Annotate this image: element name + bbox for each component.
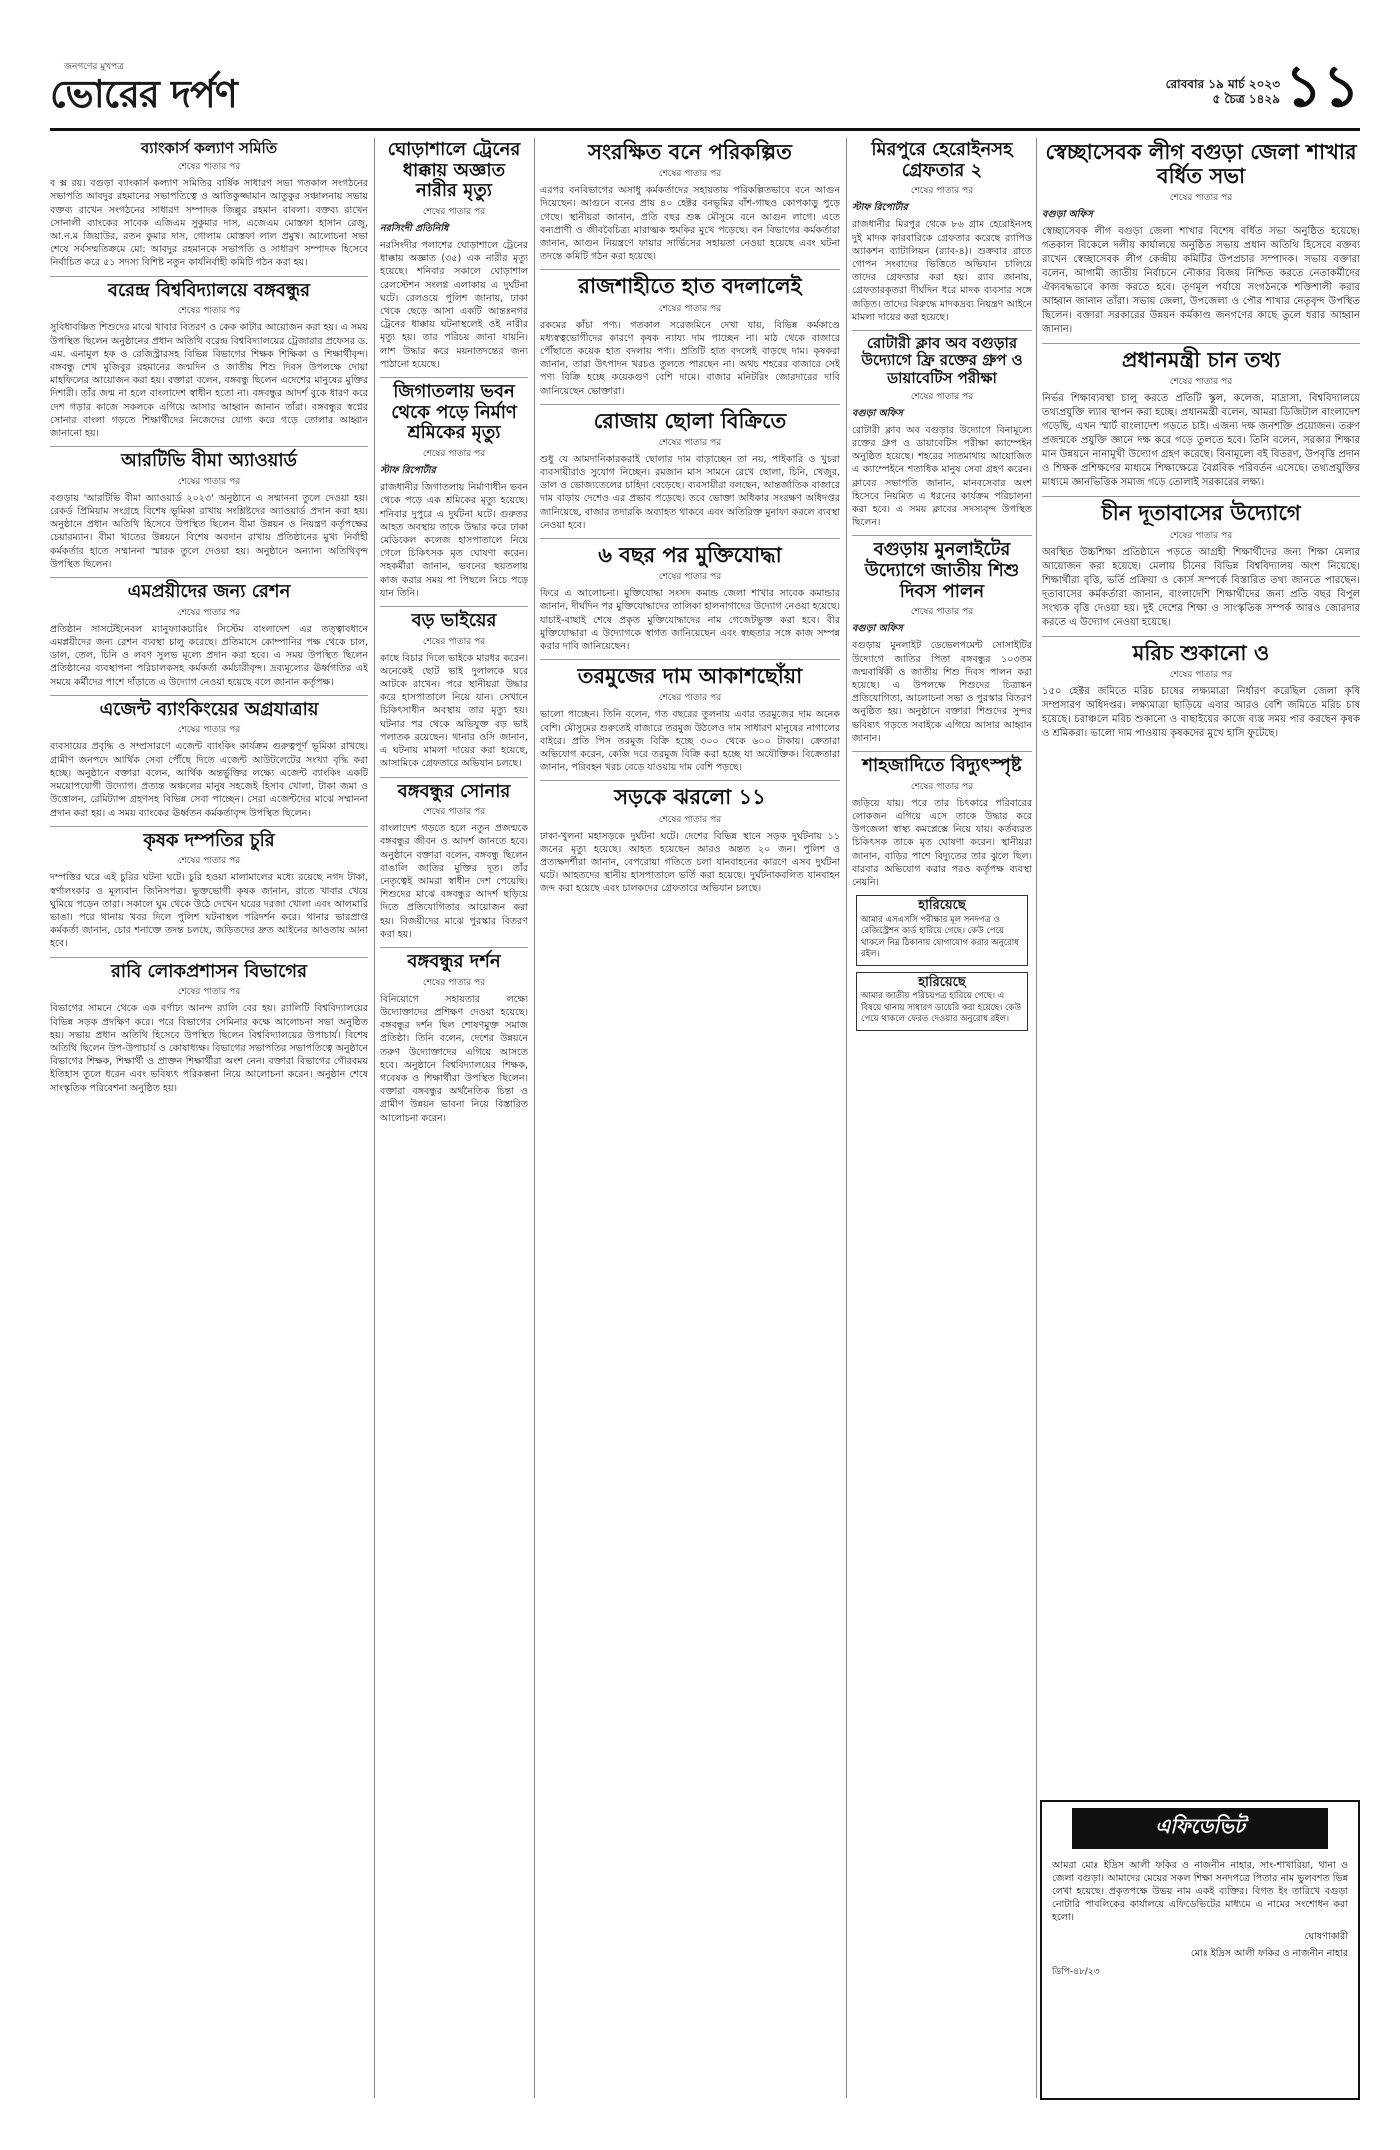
- notice-text: আমার এসএসসি পরীক্ষার মূল সনদপত্র ও রেজিস্ট্রেশন কার্ড হারিয়ে গেছে। কেউ পেয়ে থাকলে নিম্ন ঠিকানায় যোগাযোগ করার অনুরোধ রইল।: [861, 914, 1020, 960]
- notice-text: আমার জাতীয় পরিচয়পত্র হারিয়ে গেছে। এ বিষয়ে থানায় সাধারণ ডায়েরি করা হয়েছে। কেউ পেয়ে থাকলে ফেরত দেওয়ার অনুরোধ রইল।: [861, 991, 1021, 1025]
- article: [852, 540, 1032, 745]
- article-headline: এমপ্রয়ীদের জন্য রেশন: [127, 581, 291, 603]
- article: [380, 782, 528, 942]
- article-byline: নরসিংদী প্রতিনিধি: [380, 223, 449, 235]
- continued-label: শেষের পাতার পর: [177, 987, 241, 998]
- continued-label: শেষের পাতার পর: [1169, 377, 1233, 388]
- affidavit-text: আমরা মোঃ ইদ্রিস আলী ফকির ও নাজনীন নাহার, সাং-শাখারিয়া, থানা ও জেলা বগুড়া। আমাদের মেয়ের সকল শিক্ষা সনদপত্রে পিতার নাম ভুলবশত ভিন্ন লেখা হয়েছে। প্রকৃতপক্ষে উভয় নাম একই ব্যক্তির। বিগত ইং তারিখে বগুড়া নোটারি পাবলিকের কার্যালয়ে এফিডেভিটের মাধ্যমে এ নামের সংশোধন করা হলো।: [1052, 1860, 1348, 1923]
- article-body: বগুড়ায় 'আরটিভি বীমা অ্যাওয়ার্ড ২০২৩' অনুষ্ঠানে এ সম্মাননা তুলে দেওয়া হয়। রেকর্ড প্রিমিয়াম সংগ্রহে বিশেষ ভূমিকা রাখায় সংশ্লিষ্টদের অ্যাওয়ার্ড প্রদান করা হয়। অনুষ্ঠানে প্রধান অতিথি হিসেবে উপস্থিত ছিলেন বীমা উন্নয়ন ও নিয়ন্ত্রণ কর্তৃপক্ষের চেয়ারম্যান। বীমা খাতের উন্নয়নে বিশেষ অবদান রাখায় প্রতিষ্ঠানের মুখ্য নির্বাহী কর্মকর্তার হাতে সম্মাননা স্মারক তুলে দেওয়া হয়। অনুষ্ঠানে অন্যান্য অতিথিবৃন্দ উপস্থিত ছিলেন।: [50, 492, 368, 570]
- article-headline: রোটারী ক্লাব অব বগুড়ার উদ্যোগে ফ্রি রক্তের গ্রুপ ও ডায়াবেটিস পরীক্ষা: [861, 334, 1023, 387]
- article-headline: জিগাতলায় ভবন থেকে পড়ে নির্মাণ শ্রমিকের মৃত্যু: [391, 381, 517, 444]
- article-headline: বরেন্দ্র বিশ্ববিদ্যালয়ে বঙ্গবন্ধুর: [107, 279, 311, 301]
- column-5: [1042, 138, 1360, 1788]
- column-4: [852, 138, 1032, 2098]
- classified-notice: [856, 972, 1028, 1031]
- article-headline: ব্যাংকার্স কল্যাণ সমিতি: [140, 139, 278, 157]
- affidavit-signature-label: ঘোষণাকারী: [1304, 1931, 1348, 1942]
- article-headline: বঙ্গবন্ধুর দর্শন: [407, 951, 501, 973]
- article: [380, 382, 528, 600]
- article-body: রকমের কাঁচা পণ্য। গতকাল সরেজমিনে দেখা যায়, বিভিন্ন কর্মকাণ্ডে মধ্যস্বত্বভোগীদের কারণে কৃষক ন্যায্য দাম পাচ্ছেন না। মাঠ থেকে বাজারে পৌঁছাতে কয়েক হাত বদলায় পণ্য। প্রতিটি হাত বদলেই বাড়ছে দাম। কৃষকরা জানান, তারা উৎপাদন খরচও তুলতে পারছেন না। অথচ শহরের বাজারে সেই পণ্য বিক্রি হচ্ছে কয়েকগুণ বেশি দামে। বাজার মনিটরিং জোরদারের দাবি জানিয়েছেন ভোক্তারা।: [540, 319, 840, 397]
- article: [852, 756, 1032, 889]
- column-divider: [374, 138, 375, 2098]
- affidavit-box: [1040, 1800, 1360, 2100]
- article-body: বগুড়ায় মুনলাইট ডেভেলপমেন্ট সোসাইটির উদ্যোগে জাতির পিতা বঙ্গবন্ধুর ১০৩তম জন্মবার্ষিকী ও জাতীয় শিশু দিবস পালন করা হয়েছে। এ উপলক্ষে শিশুদের চিত্রাঙ্কন প্রতিযোগিতা, আলোচনা সভা ও পুরস্কার বিতরণ অনুষ্ঠিত হয়। অনুষ্ঠানে বক্তারা শিশুদের সুন্দর ভবিষ্যৎ গড়তে সবাইকে এগিয়ে আসার আহ্বান জানান।: [852, 640, 1032, 744]
- article: [380, 611, 528, 771]
- article-body: জড়িয়ে যায়। পরে তার চিৎকারে পরিবারের লোকজন এগিয়ে এসে তাকে উদ্ধার করে উপজেলা স্বাস্থ্য কমপ্লেক্সে নিয়ে যায়। কর্তব্যরত চিকিৎসক তাকে মৃত ঘোষণা করেন। স্থানীয়রা জানান, বাড়ির পাশে বিদ্যুতের তার ঝুলে ছিল। বারবার অভিযোগ করার পরও কর্তৃপক্ষ ব্যবস্থা নেয়নি।: [852, 797, 1032, 888]
- article-body: নির্ভর শিক্ষাব্যবস্থা চালু করতে প্রতিটি স্কুল, কলেজ, মাদ্রাসা, বিশ্ববিদ্যালয়ে তথ্যপ্রযুক্তি ল্যাব স্থাপন করা হচ্ছে। প্রধানমন্ত্রী বলেন, আমরা ডিজিটাল বাংলাদেশ গড়েছি, এখন স্মার্ট বাংলাদেশ গড়তে চাই। এজন্য দক্ষ জনশক্তি প্রয়োজন। তরুণ প্রজন্মকে প্রযুক্তি জ্ঞানে দক্ষ করে গড়ে তুলতে হবে। তিনি বলেন, সরকার শিক্ষার মান উন্নয়নে নানামুখী উদ্যোগ গ্রহণ করেছে। বিনামূল্যে বই বিতরণ, উপবৃত্তি প্রদান ও শিক্ষক প্রশিক্ষণের মাধ্যমে শিক্ষাক্ষেত্রে বৈপ্লবিক পরিবর্তন এসেছে। তথ্যপ্রযুক্তির মাধ্যমে জ্ঞানভিত্তিক সমাজ গড়ে তোলাই সরকারের লক্ষ্য।: [1042, 393, 1360, 489]
- article-headline: মিরপুরে হেরোইনসহ গ্রেফতার ২: [871, 139, 1013, 181]
- article: [1042, 501, 1360, 629]
- article-body: বিভাগের সামনে থেকে এক বর্ণাঢ্য আনন্দ র‍্যালি বের হয়। র‍্যালিটি বিশ্ববিদ্যালয়ের বিভিন্ন সড়ক প্রদক্ষিণ করে। পরে বিভাগের সেমিনার কক্ষে আলোচনা সভা অনুষ্ঠিত হয়। সভায় প্রধান অতিথি হিসেবে উপস্থিত ছিলেন বিশ্ববিদ্যালয়ের উপাচার্য। বিশেষ অতিথি ছিলেন উপ-উপাচার্য ও কোষাধ্যক্ষ। বিভাগের সভাপতির সভাপতিত্বে অনুষ্ঠানে বিভাগের শিক্ষক, শিক্ষার্থী ও প্রাক্তন শিক্ষার্থীরা অংশ নেন। বক্তারা বিভাগের গৌরবময় ইতিহাস তুলে ধরেন এবং ভবিষ্যৎ পরিকল্পনা নিয়ে আলোচনা করেন। অনুষ্ঠান শেষে সাংস্কৃতিক পরিবেশনা অনুষ্ঠিত হয়।: [50, 1003, 368, 1094]
- continued-label: শেষের পাতার পর: [1169, 669, 1233, 680]
- masthead: [50, 52, 1360, 125]
- continued-label: শেষের পাতার পর: [422, 449, 486, 460]
- article-headline: রোজায় ছোলা বিক্রিতে: [593, 408, 787, 433]
- article: [540, 785, 840, 895]
- article-separator: [540, 538, 840, 539]
- article-headline: চীন দূতাবাসের উদ্যোগে: [1101, 501, 1301, 526]
- continued-label: শেষের পাতার পর: [658, 437, 722, 448]
- article-body: রাজধানীর মিরপুর থেকে ৮৬ গ্রাম হেরোইনসহ দুই মাদক কারবারিকে গ্রেফতার করেছে র‍্যাপিড অ্যাকশন ব্যাটালিয়ন (র‍্যাব-৪)। শুক্রবার রাতে গোপন সংবাদের ভিত্তিতে অভিযান চালিয়ে তাদের গ্রেফতার করা হয়। র‍্যাব জানায়, গ্রেফতারকৃতরা দীর্ঘদিন ধরে মাদক ব্যবসার সঙ্গে জড়িত। তাদের বিরুদ্ধে মাদকদ্রব্য নিয়ন্ত্রণ আইনে মামলা দায়ের করা হয়েছে।: [852, 219, 1032, 323]
- continued-label: শেষের পাতার পর: [658, 814, 722, 825]
- article-body: বাংলাদেশ গড়তে হলে নতুন প্রজন্মকে বঙ্গবন্ধুর জীবন ও আদর্শ জানতে হবে। অনুষ্ঠানে বক্তারা বলেন, বঙ্গবন্ধু ছিলেন বাঙালি জাতির মুক্তির দূত। তাঁর নেতৃত্বেই আমরা স্বাধীন দেশ পেয়েছি। শিশুদের মাঝে বঙ্গবন্ধুর আদর্শ ছড়িয়ে দিতে প্রতিযোগিতার আয়োজন করা হয়। বিজয়ীদের মাঝে পুরস্কার বিতরণ করা হয়।: [380, 823, 528, 940]
- bangla-date: ৫ চৈত্র ১৪২৯: [1212, 92, 1280, 106]
- continued-label: শেষের পাতার পর: [177, 162, 241, 173]
- article-headline: তরমুজের দাম আকাশছোঁয়া: [577, 664, 803, 689]
- article-body: রোটারী ক্লাব অব বগুড়ার উদ্যোগে বিনামূল্যে রক্তের গ্রুপ ও ডায়াবেটিস পরীক্ষা ক্যাম্পেইন অনুষ্ঠিত হয়েছে। শহরের সাতমাথায় আয়োজিত এ ক্যাম্পেইনে শতাধিক মানুষ সেবা গ্রহণ করেন। ক্লাবের সভাপতি জানান, মানবসেবার অংশ হিসেবে নিয়মিত এ ধরনের কার্যক্রম পরিচালনা করা হবে। এ সময় ক্লাবের সদস্যবৃন্দ উপস্থিত ছিলেন।: [852, 424, 1032, 529]
- affidavit-code: ডিপি-৪৮/২৩: [1052, 1967, 1100, 1977]
- column-divider: [846, 138, 847, 2098]
- article-separator: [540, 659, 840, 660]
- article-headline: সংরক্ষিত বনে পরিকল্পিত: [588, 140, 792, 164]
- continued-label: শেষের পাতার পর: [177, 607, 241, 618]
- article-headline: ৬ বছর পর মুক্তিযোদ্ধা: [598, 543, 782, 568]
- article-body: বিনিয়োগে সহায়তার লক্ষ্যে উদ্যোক্তাদের প্রশিক্ষণ দেওয়া হয়েছে। বঙ্গবন্ধুর দর্শন ছিল শোষণমুক্ত সমাজ প্রতিষ্ঠা। তিনি বলেন, দেশের উন্নয়নে তরুণ উদ্যোক্তাদের এগিয়ে আসতে হবে। অনুষ্ঠানে বিশ্ববিদ্যালয়ের শিক্ষক, গবেষক ও শিক্ষার্থীরা উপস্থিত ছিলেন। বক্তারা বঙ্গবন্ধুর অর্থনৈতিক চিন্তা ও গ্রামীণ উন্নয়ন ভাবনা নিয়ে বিস্তারিত আলোচনা করেন।: [380, 993, 528, 1124]
- continued-label: শেষের পাতার পর: [658, 169, 722, 180]
- article-headline: শাহজাদিতে বিদ্যুৎস্পৃষ্ট: [862, 755, 1022, 777]
- article-headline: এজেন্ট ব্যাংকিংয়ের অগ্রযাত্রায়: [99, 698, 319, 720]
- continued-label: শেষের পাতার পর: [658, 572, 722, 583]
- article-separator: [380, 377, 528, 378]
- continued-label: শেষের পাতার পর: [422, 977, 486, 988]
- article: [380, 952, 528, 1125]
- article-separator: [1042, 343, 1360, 344]
- article-body: ১৫০ হেক্টর জমিতে মরিচ চাষের লক্ষ্যমাত্রা নির্ধারণ করেছিল জেলা কৃষি সম্প্রসারণ অধিদপ্তর। লক্ষ্যমাত্রা ছাড়িয়ে এবার আরও বেশি জমিতে মরিচ চাষ হয়েছে। চরাঞ্চলে মরিচ শুকানো ও বাছাইয়ের কাজে ব্যস্ত সময় পার করছেন কৃষক ও শ্রমিকরা। ভালো দাম পাওয়ায় কৃষকদের মুখে হাসি ফুটেছে।: [1042, 685, 1360, 739]
- article-separator: [50, 577, 368, 578]
- article-headline: রাজশাহীতে হাত বদলালেই: [578, 274, 802, 299]
- article-byline: বগুড়া অফিস: [1042, 209, 1093, 221]
- column-divider: [534, 138, 535, 2098]
- article-body: শুধু যে আমদানিকারকরাই ছোলার দাম বাড়াচ্ছেন তা নয়, পাইকারি ও খুচরা ব্যবসায়ীরাও সুযোগ নিচ্ছেন। রমজান মাস সামনে রেখে ছোলা, চিনি, খেজুর, ডাল ও ভোজ্যতেলের চাহিদা বেড়েছে। ব্যবসায়ীরা বলছেন, আন্তর্জাতিক বাজারে দাম বাড়ায় দেশেও এর প্রভাব পড়েছে। তবে ভোক্তা অধিকার সংরক্ষণ অধিদপ্তর জানিয়েছে, বাজার তদারকি অব্যাহত থাকবে এবং অতিরিক্ত মুনাফা করলে ব্যবস্থা নেওয়া হবে।: [540, 453, 840, 531]
- article-separator: [852, 535, 1032, 536]
- notice-title: হারিয়েছে: [918, 898, 966, 914]
- article-body: অবস্থিত উচ্চশিক্ষা প্রতিষ্ঠানে পড়তে আগ্রহী শিক্ষার্থীদের জন্য শিক্ষা মেলার আয়োজন করা হয়েছে। মেলায় চীনের বিভিন্ন বিশ্ববিদ্যালয় অংশ নিয়েছে। শিক্ষার্থীরা বৃত্তি, ভর্তি প্রক্রিয়া ও কোর্স সম্পর্কে বিস্তারিত তথ্য জানতে পারছেন। দূতাবাসের কর্মকর্তারা জানান, বাংলাদেশি শিক্ষার্থীদের জন্য প্রতি বছর বিপুল সংখ্যক বৃত্তি দেওয়া হয়। দুই দেশের শিক্ষা ও সাংস্কৃতিক সম্পর্ক আরও জোরদার করতে এ উদ্যোগ নেওয়া হয়েছে।: [1042, 546, 1360, 628]
- continued-label: শেষের পাতার পর: [910, 186, 974, 197]
- article: [852, 140, 1032, 324]
- article-headline: কৃষক দম্পতির চুরি: [143, 829, 275, 851]
- continued-label: শেষের পাতার পর: [910, 391, 974, 402]
- article-body: স্বেচ্ছাসেবক লীগ বগুড়া জেলা শাখার বিশেষ বর্ধিত সভা অনুষ্ঠিত হয়েছে। গতকাল বিকেলে দলীয় কার্যালয়ে অনুষ্ঠিত সভায় প্রধান অতিথি হিসেবে বক্তব্য রাখেন স্বেচ্ছাসেবক লীগ কেন্দ্রীয় কমিটির উপপ্রচার সম্পাদক। সভায় বক্তারা বলেন, আগামী জাতীয় নির্বাচনে নৌকার বিজয় নিশ্চিত করতে নেতাকর্মীদের ঐক্যবদ্ধভাবে কাজ করতে হবে। তৃণমূল পর্যায়ে সংগঠনকে শক্তিশালী করার আহ্বান জানান তাঁরা। সভায় জেলা, উপজেলা ও পৌর শাখার নেতৃবৃন্দ উপস্থিত ছিলেন। বক্তারা সরকারের উন্নয়ন কর্মকাণ্ড জনগণের কাছে তুলে ধরার আহ্বান জানান।: [1042, 226, 1360, 336]
- article-separator: [1042, 496, 1360, 497]
- article: [1042, 641, 1360, 741]
- column-3: [540, 138, 840, 2098]
- article-headline: বগুড়ায় মুনলাইটের উদ্যোগে জাতীয় শিশু দিবস পালন: [864, 539, 1020, 602]
- article-body: ভালো পাচ্ছেন। তিনি বলেন, গত বছরের তুলনায় এবার তরমুজের দাম অনেক বেশি। মৌসুমের শুরুতেই বাজারে তরমুজ উঠলেও দাম সাধারণ মানুষের নাগালের বাইরে। প্রতি পিস তরমুজ বিক্রি হচ্ছে ৩০০ থেকে ৬০০ টাকায়। ক্রেতারা অভিযোগ করেন, কেজি দরে তরমুজ বিক্রি করা হচ্ছে যা অযৌক্তিক। বিক্রেতারা জানান, পরিবহন খরচ বেড়ে যাওয়ায় দাম বেশি পড়ছে।: [540, 709, 840, 774]
- continued-label: শেষের পাতার পর: [177, 476, 241, 487]
- article-separator: [540, 269, 840, 270]
- article-separator: [380, 606, 528, 607]
- continued-label: শেষের পাতার পর: [910, 607, 974, 618]
- continued-label: শেষের পাতার পর: [422, 636, 486, 647]
- article: [540, 140, 840, 263]
- article: [50, 451, 368, 571]
- article-separator: [1042, 636, 1360, 637]
- continued-label: শেষের পাতার পর: [910, 781, 974, 792]
- article-body: প্রতিষ্ঠান সাসটেইনেবল ম্যানুফ্যাকচারিং সিস্টেম বাংলাদেশ এর তত্ত্বাবধানে এমপ্লয়ীদের জন্য রেশন ব্যবস্থা চালু করেছে। প্রতিমাসে কোম্পানির পক্ষ থেকে চাল, ডাল, তেল, চিনি ও লবণ সুলভ মূল্যে প্রদান করা হবে। এ সময় উপস্থিত ছিলেন প্রতিষ্ঠানের ব্যবস্থাপনা পরিচালকসহ কর্মকর্তা কর্মচারীবৃন্দ। দ্রব্যমূল্যের ঊর্ধ্বগতির এই সময়ে কর্মীদের পাশে দাঁড়াতে এ উদ্যোগ নেওয়া হয়েছে বলে জানান কর্তৃপক্ষ।: [50, 623, 368, 688]
- article-headline: রাবি লোকপ্রশাসন বিভাগের: [110, 960, 308, 982]
- article-body: দম্পত্তির ঘরে এই চুরির ঘটনা ঘটে। চুরি হওয়া মালামালের মধ্যে রয়েছে নগদ টাকা, স্বর্ণালংকার ও মূল্যবান জিনিসপত্র। ভুক্তভোগী কৃষক জানান, রাতে খাবার খেয়ে ঘুমিয়ে পড়েন তারা। সকালে ঘুম থেকে উঠে দেখেন ঘরের দরজা খোলা এবং আলমারি ভাঙা। পরে থানায় খবর দিলে পুলিশ ঘটনাস্থল পরিদর্শন করে। থানার ভারপ্রাপ্ত কর্মকর্তা জানান, চোর শনাক্তে তদন্ত চলছে, জড়িতদের দ্রুত আইনের আওতায় আনা হবে।: [50, 872, 368, 950]
- article-body: সুবিধাবঞ্চিত শিশুদের মাঝে খাবার বিতরণ ও কেক কাটার আয়োজন করা হয়। এ সময় উপস্থিত ছিলেন অনুষ্ঠানের প্রধান অতিথি বরেন্দ্র বিশ্ববিদ্যালয়ের ট্রেজারার প্রফেসর ড. এম. এনামুল হক ও রেজিস্ট্রারসহ বিভিন্ন বিভাগের শিক্ষক শিক্ষিকা ও শিক্ষার্থীবৃন্দ। বঙ্গবন্ধু শেখ মুজিবুর রহমানের জন্মদিন ও জাতীয় শিশু দিবস উপলক্ষে দোয়া মাহফিলের আয়োজন করা হয়। বক্তারা বলেন, বঙ্গবন্ধু ছিলেন এদেশের মানুষের মুক্তির দিশারী। তাঁর জন্ম না হলে বাংলাদেশ স্বাধীন হতো না। বঙ্গবন্ধুর আদর্শ বুকে ধারণ করে দেশ গড়ার কাজে সকলকে এগিয়ে আসার আহ্বান জানান তাঁরা। বঙ্গবন্ধুর স্বপ্নের সোনার বাংলা গড়তে শিক্ষার্থীদের নিজেদের যোগ্য করে গড়ে তোলার আহ্বান জানানো হয়।: [50, 322, 368, 439]
- article-headline: স্বেচ্ছাসেবক লীগ বগুড়া জেলা শাখার বর্ধিত সভা: [1045, 140, 1357, 189]
- page-number: ১১: [1284, 52, 1360, 120]
- article-separator: [380, 777, 528, 778]
- notice-title: হারিয়েছে: [918, 974, 966, 990]
- article: [50, 700, 368, 820]
- article-headline: মরিচ শুকানো ও: [1132, 640, 1270, 665]
- article-byline: স্টাফ রিপোর্টার: [852, 202, 908, 214]
- logo-name: ভোরের দর্পণ: [50, 72, 237, 116]
- continued-label: শেষের পাতার পর: [658, 303, 722, 314]
- continued-label: শেষের পাতার পর: [1169, 193, 1233, 204]
- article-body: কাছে বিচার দিলে ভাইকে মারধর করেন। অনেকেই ছোট ভাই দুলালকে ঘরে আটকে রাখেন। পরে স্থানীয়রা উদ্ধার করে হাসপাতালে নিয়ে যান। সেখানে চিকিৎসাধীন অবস্থায় তার মৃত্যু হয়। ঘটনার পর থেকে অভিযুক্ত বড় ভাই পলাতক রয়েছেন। থানার ওসি জানান, এ ঘটনায় মামলা দায়ের করা হয়েছে, আসামিকে গ্রেফতারে অভিযান চলছে।: [380, 652, 528, 770]
- article: [540, 664, 840, 774]
- continued-label: শেষের পাতার পর: [177, 725, 241, 736]
- article-headline: বঙ্গবন্ধুর সোনার: [397, 780, 511, 802]
- day-date: রোববার ১৯ মার্চ ২০২৩: [1165, 77, 1280, 91]
- article-separator: [50, 826, 368, 827]
- continued-label: শেষের পাতার পর: [177, 856, 241, 867]
- article-separator: [50, 276, 368, 277]
- affidavit-title: এফিডেভিট: [1072, 1808, 1328, 1849]
- article: [540, 409, 840, 532]
- classified-notice: [856, 895, 1028, 966]
- article-body: ব্যবসায়ের প্রবৃদ্ধি ও সম্প্রসারণে এজেন্ট ব্যাংকিং কার্যক্রম গুরুত্বপূর্ণ ভূমিকা রাখছে। গ্রামীণ জনপদে আর্থিক সেবা পৌঁছে দিতে এজেন্ট আউটলেটের সংখ্যা বৃদ্ধি করা হচ্ছে। অনুষ্ঠানে বক্তারা বলেন, আর্থিক অন্তর্ভুক্তির লক্ষ্যে এজেন্ট ব্যাংকিং একটি সময়োপযোগী উদ্যোগ। প্রত্যন্ত অঞ্চলের মানুষ সহজেই হিসাব খোলা, টাকা জমা ও উত্তোলন, রেমিট্যান্স গ্রহণসহ বিভিন্ন সেবা পাচ্ছেন। সেরা এজেন্টদের মাঝে সম্মাননা প্রদান করা হয়। এ সময় ব্যাংকের ঊর্ধ্বতন কর্মকর্তাবৃন্দ উপস্থিত ছিলেন।: [50, 741, 368, 819]
- article-headline: আরটিভি বীমা অ্যাওয়ার্ড: [121, 450, 297, 472]
- date-block: [1150, 77, 1280, 107]
- article: [1042, 348, 1360, 490]
- article-body: ঢাকা-খুলনা মহাসড়কে দুর্ঘটনা ঘটে। দেশের বিভিন্ন স্থানে সড়ক দুর্ঘটনায় ১১ জনের মৃত্যু হয়েছে। আহত হয়েছেন আরও অন্তত ২০ জন। পুলিশ ও প্রত্যক্ষদর্শীরা জানান, বেপরোয়া গতিতে চলা যানবাহনের কারণে এসব দুর্ঘটনা ঘটে। আহতদের স্থানীয় হাসপাতালে ভর্তি করা হয়েছে। দুর্ঘটনাকবলিত যানবাহন জব্দ করা হয়েছে এবং চালকদের গ্রেফতারে অভিযান চলছে।: [540, 830, 840, 895]
- article: [1042, 140, 1360, 337]
- article: [50, 962, 368, 1095]
- column-2: [380, 138, 528, 2098]
- article-separator: [380, 947, 528, 948]
- article-body: এরপর বনবিভাগের অসাধু কর্মকর্তাদের সহায়তায় পরিকল্পিতভাবে বনে আগুন দিয়েছেন। আগুনে বনের প্রায় ৪০ হেক্টর বনভূমির বাঁশ-গাছও কোপকাড়ু পুড়ে গেছে। স্থানীয়রা জানান, প্রতি বছর শুষ্ক মৌসুমে বনে আগুন লাগে। এতে বন্যপ্রাণী ও জীববৈচিত্র্য মারাত্মক হুমকির মুখে পড়েছে। বন বিভাগের কর্মকর্তারা জানান, আগুন নিয়ন্ত্রণে ফায়ার সার্ভিসের সহায়তা নেওয়া হয়েছে এবং ঘটনা তদন্তে কমিটি গঠন করা হয়েছে।: [540, 185, 840, 263]
- article-body: রাজধানীর জিগাতলায় নির্মাণাধীন ভবন থেকে পড়ে এক শ্রমিকের মৃত্যু হয়েছে। শনিবার দুপুরে এ দুর্ঘটনা ঘটে। গুরুতর আহত অবস্থায় তাকে উদ্ধার করে ঢাকা মেডিকেল কলেজ হাসপাতালে নিয়ে গেলে চিকিৎসক মৃত ঘোষণা করেন। সহকর্মীরা জানান, ভবনের ছয়তলায় কাজ করার সময় পা পিছলে নিচে পড়ে যান তিনি।: [380, 482, 528, 599]
- article: [50, 582, 368, 689]
- article-body: নরসিংদীর পলাশের ঘোড়াশালে ট্রেনের ধাক্কায় অজ্ঞাত (৩৫) এক নারীর মৃত্যু হয়েছে। শনিবার সকালে ঘোড়াশাল রেলস্টেশন সংলগ্ন এলাকায় এ দুর্ঘটনা ঘটে। রেলওয়ে পুলিশ জানায়, ঢাকা থেকে ছেড়ে আসা একটি আন্তঃনগর ট্রেনের ধাক্কায় ঘটনাস্থলেই ওই নারীর মৃত্যু হয়। তার পরিচয় জানা যায়নি। লাশ উদ্ধার করে ময়নাতদন্তের জন্য পাঠানো হয়েছে।: [380, 240, 528, 370]
- continued-label: শেষের পাতার পর: [1169, 530, 1233, 541]
- article: [50, 140, 368, 270]
- article: [540, 274, 840, 397]
- article-separator: [540, 780, 840, 781]
- article-headline: সড়কে ঝরলো ১১: [614, 785, 766, 810]
- continued-label: শেষের পাতার পর: [177, 306, 241, 317]
- article-headline: ঘোড়াশালে ট্রেনের ধাক্কায় অজ্ঞাত নারীর মৃত্যু: [387, 139, 521, 202]
- article-byline: বগুড়া অফিস: [852, 623, 903, 635]
- masthead-rule: [50, 128, 1360, 131]
- article-byline: বগুড়া অফিস: [852, 407, 903, 419]
- article-headline: বড় ভাইয়ের: [411, 609, 497, 631]
- article-byline: স্টাফ রিপোর্টার: [380, 465, 436, 477]
- article: [852, 335, 1032, 529]
- article-headline: প্রধানমন্ত্রী চান তথ্য: [1121, 348, 1281, 373]
- article: [540, 543, 840, 653]
- article-separator: [50, 957, 368, 958]
- continued-label: শেষের পাতার পর: [422, 207, 486, 218]
- logo-tagline: জনগণের মুখপত্র: [64, 62, 124, 72]
- article-separator: [50, 695, 368, 696]
- column-divider: [1036, 138, 1037, 2098]
- continued-label: শেষের পাতার পর: [422, 807, 486, 818]
- article-body: ফিরে এ আলোচনা। মুক্তিযোদ্ধা সংসদ কমান্ড জেলা শাখার সাবেক কমান্ডার জানান, দীর্ঘদিন পর মুক্তিযোদ্ধাদের তালিকা হালনাগাদের উদ্যোগ নেওয়া হয়েছে। যাচাই-বাছাই শেষে প্রকৃত মুক্তিযোদ্ধাদের নাম গেজেটভুক্ত করা হবে। বীর মুক্তিযোদ্ধারা এ উদ্যোগকে স্বাগত জানিয়েছেন এবং স্বচ্ছতার সঙ্গে কাজ সম্পন্ন করার দাবি জানিয়েছেন।: [540, 588, 840, 653]
- article: [50, 281, 368, 441]
- article-separator: [852, 751, 1032, 752]
- article-separator: [852, 330, 1032, 331]
- article-body: ব ক্স রয়। বগুড়া ব্যাংকার্স কল্যাণ সমিতির বার্ষিক সাধারণ সভা গতকাল সংগঠনের সভাপতি আবদুর রহমানের সভাপতিত্বে ও আতিকুজ্জামান আতুকুর সঞ্চালনায় সভায় বক্তব্য রাখেন সংগঠনের সাধারণ সম্পাদক জিল্লুর রহমান বাবলা। বক্তব্য রাখেন সোনালী ব্যাংকের সাবেক এজিএম সুকুমার দাস, এজেএম মোস্তফা হাসান রেজু, আ.ন.ম জিয়াউর, রতন কুমার দাস, গোলাম মোস্তফা লাল প্রমুখ। আলোচনা সভা শেষে সর্বসম্মতিক্রমে মো: আবদুর রহমানকে সভাপতি ও সাধারণ সম্পাদক হিসেবে নির্বাচিত করে ৫১ সদস্য বিশিষ্ট নতুন কার্যনির্বাহী কমিটি গঠন করা হয়।: [50, 178, 368, 269]
- column-1: [50, 138, 368, 2098]
- article: [380, 140, 528, 371]
- affidavit-signature-name: মোঃ ইদ্রিস আলী ফকির ও নাজনীন নাহার: [1190, 1948, 1348, 1959]
- article-separator: [50, 446, 368, 447]
- article-separator: [540, 404, 840, 405]
- continued-label: শেষের পাতার পর: [658, 693, 722, 704]
- article: [50, 831, 368, 951]
